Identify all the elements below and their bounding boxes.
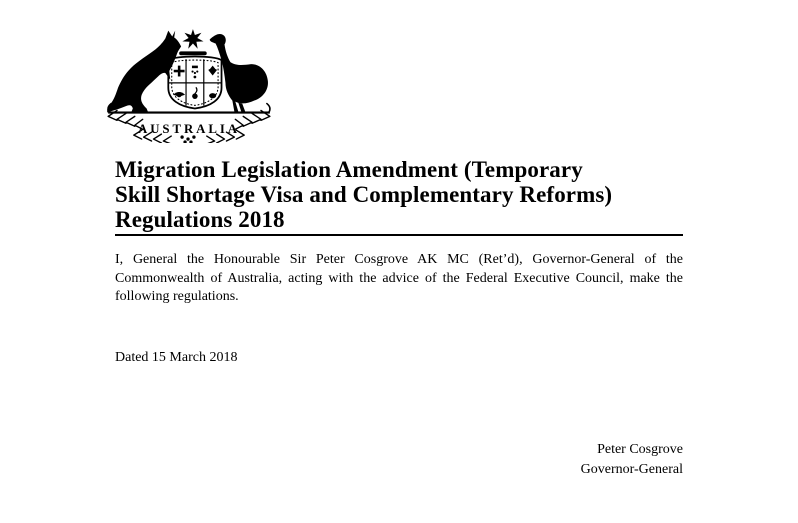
signature-block — [581, 440, 683, 479]
title-line-2: Skill Shortage Visa and Complementary Reforms) — [115, 182, 613, 207]
preamble-line-2: Commonwealth of Australia, acting with the advice of the Federal Executive Council, make the — [115, 270, 683, 286]
shield — [168, 57, 221, 109]
preamble-line-3: following regulations. — [115, 289, 239, 304]
commonwealth-star — [182, 29, 203, 49]
title-line-1: Migration Legislation Amendment (Temporary — [115, 157, 583, 182]
coat-of-arms-country-label: AUSTRALIA — [138, 122, 240, 137]
coat-of-arms-svg — [103, 5, 275, 143]
wattle-berries — [180, 135, 195, 143]
australian-coat-of-arms-icon — [103, 5, 275, 143]
preamble-line-1: I, General the Honourable Sir Peter Cosgrove AK MC (Ret’d), Governor-General of the — [115, 252, 683, 267]
signatory-title: Governor-General — [580, 461, 683, 477]
dated-line: Dated 15 March 2018 — [115, 350, 238, 365]
preamble-paragraph — [115, 251, 683, 307]
document-title — [115, 157, 683, 236]
signatory-name: Peter Cosgrove — [597, 442, 683, 457]
crest-wreath — [179, 51, 207, 55]
title-line-3: Regulations 2018 — [115, 207, 285, 232]
